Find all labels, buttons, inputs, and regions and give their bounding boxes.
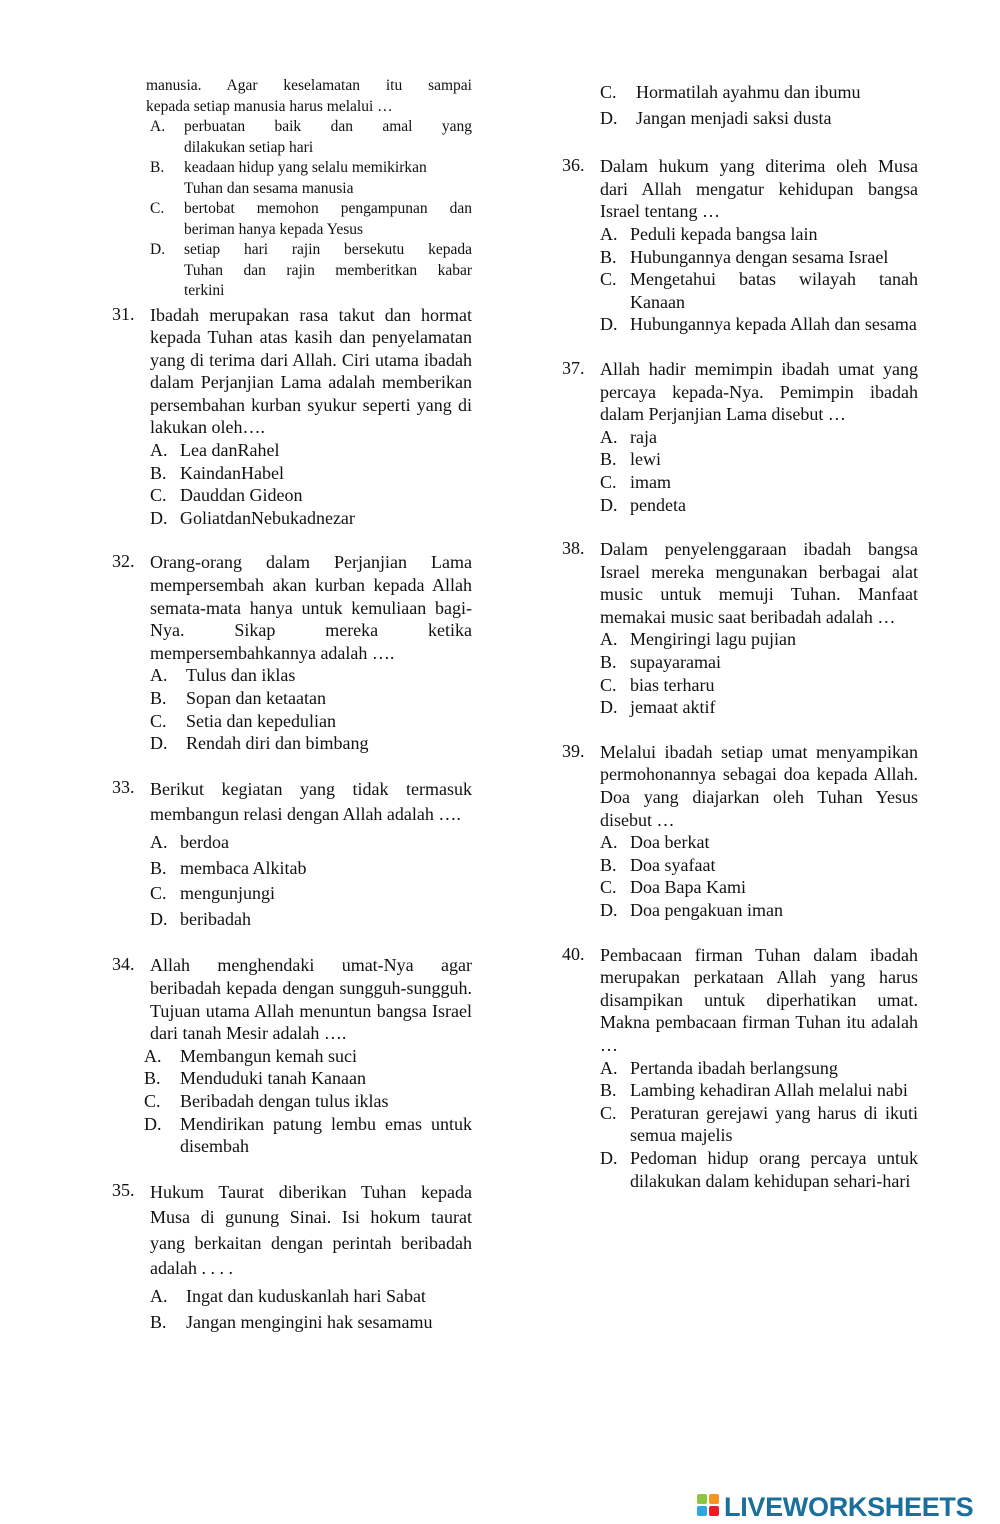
question-37-options	[600, 426, 918, 516]
question-number: 32.	[112, 551, 135, 572]
question-35-option-a[interactable]: A. Ingat dan kuduskanlah hari Sabat	[150, 1286, 426, 1307]
question-32-option-c[interactable]: C. Setia dan kepedulian	[150, 710, 336, 731]
question-37-option-c[interactable]: C. imam	[600, 471, 671, 492]
question-40-options	[600, 1057, 918, 1193]
question-34-option-d[interactable]: D. Mendirikan patung lembu emas untuk disembah	[144, 1113, 472, 1157]
question-39	[562, 741, 918, 922]
question-37-option-a[interactable]: A. raja	[600, 426, 657, 447]
question-number: 38.	[562, 538, 585, 559]
question-32	[112, 551, 472, 754]
right-column	[562, 80, 918, 1192]
question-36-option-d[interactable]: D. Hubungannya kepada Allah dan sesama	[600, 314, 917, 335]
question-30-option-b[interactable]: B. keadaan hidup yang selalu memikirkan Tuhan dan sesama manusia	[150, 159, 427, 197]
question-40-option-a[interactable]: A. Pertanda ibadah berlangsung	[600, 1057, 838, 1078]
question-33-stem: Berikut kegiatan yang tidak termasuk membangun relasi dengan Allah adalah ….	[150, 778, 472, 825]
question-40	[562, 944, 918, 1193]
question-38-option-a[interactable]: A. Mengiringi lagu pujian	[600, 629, 796, 650]
question-32-options	[150, 664, 472, 754]
question-35-stem: Hukum Taurat diberikan Tuhan kepada Musa di gunung Sinai. Isi hokum taurat yang berkaitan dengan perintah beribadah adalah . . . .	[150, 1181, 472, 1279]
question-32-option-a[interactable]: A. Tulus dan iklas	[150, 665, 296, 686]
question-37-option-d[interactable]: D. pendeta	[600, 494, 686, 515]
question-34-option-b[interactable]: B. Menduduki tanah Kanaan	[144, 1068, 366, 1089]
question-38-options	[600, 628, 918, 718]
question-38	[562, 538, 918, 719]
liveworksheets-logo-icon	[697, 1494, 721, 1518]
question-number: 40.	[562, 943, 585, 964]
question-37-option-b[interactable]: B. lewi	[600, 449, 661, 470]
question-35-option-b[interactable]: B. Jangan mengingini hak sesamamu	[150, 1311, 433, 1332]
question-35-options-continued	[600, 80, 918, 131]
question-31-stem: Ibadah merupakan rasa takut dan hormat kepada Tuhan atas kasih dan penyelamatan yang di terima dari Allah. Ciri utama ibadah dalam Perjanjian Lama adalah memberikan persembahan kurban syukur seperti yang di lakukan oleh….	[150, 304, 472, 438]
question-39-option-b[interactable]: B. Doa syafaat	[600, 854, 716, 875]
question-40-option-d[interactable]: D. Pedoman hidup orang percaya untuk dilakukan dalam kehidupan sehari-hari	[600, 1147, 918, 1191]
question-32-option-b[interactable]: B. Sopan dan ketaatan	[150, 688, 326, 708]
question-38-option-d[interactable]: D. jemaat aktif	[600, 697, 716, 718]
question-31	[112, 304, 472, 530]
question-number: 36.	[562, 155, 585, 176]
question-31-option-d[interactable]: D. GoliatdanNebukadnezar	[150, 507, 355, 528]
question-30-stem: manusia. Agar keselamatan itu sampai	[146, 77, 472, 94]
question-34	[112, 954, 472, 1157]
question-30-options	[146, 117, 472, 302]
question-30-option-a[interactable]: A. perbuatan baik dan amal yang dilakukan setiap hari	[150, 118, 472, 156]
question-37	[562, 358, 918, 516]
question-30-continuation: manusia. Agar keselamatan itu sampai kepada setiap manusia harus melalui … A. perbuatan baik dan amal yang dilakukan setiap hari B. keadaan hidup yang selalu memikirkan Tuhan dan sesama manusia C. bertobat memohon pengampunan dan beriman hanya kepada Yesus D. setiap hari rajin bersekutu kepada Tuhan dan rajin memberitkan kabar terkini	[112, 76, 472, 302]
question-35-continuation	[562, 80, 918, 131]
question-number: 39.	[562, 740, 585, 761]
question-37-stem: Allah hadir memimpin ibadah umat yang percaya kepada-Nya. Pemimpin ibadah dalam Perjanjian Lama disebut …	[600, 358, 918, 425]
question-36-stem: Dalam hukum yang diterima oleh Musa dari Allah mengatur kehidupan bangsa Israel tentang …	[600, 156, 918, 222]
question-number: 33.	[112, 776, 135, 797]
question-34-options	[144, 1045, 472, 1158]
question-40-stem: Pembacaan firman Tuhan dalam ibadah merupakan perkataan Allah yang harus disampikan untuk diperhatikan umat. Makna pembacaan firman Tuhan itu adalah …	[600, 944, 918, 1055]
question-number: 31.	[112, 303, 135, 324]
question-number: 34.	[112, 954, 135, 975]
liveworksheets-logo[interactable]	[697, 1490, 997, 1524]
question-31-option-c[interactable]: C. Dauddan Gideon	[150, 485, 303, 506]
question-30-option-d[interactable]: D. setiap hari rajin bersekutu kepada Tuhan dan rajin memberitkan kabar terkini	[150, 241, 472, 299]
question-33-option-b[interactable]: B. membaca Alkitab	[150, 857, 307, 878]
question-35-option-d[interactable]: D. Jangan menjadi saksi dusta	[600, 107, 832, 128]
question-36-options	[600, 223, 918, 336]
question-35-option-c[interactable]: C. Hormatilah ayahmu dan ibumu	[600, 82, 861, 102]
question-38-option-b[interactable]: B. supayaramai	[600, 652, 721, 673]
question-36	[562, 155, 918, 336]
question-38-stem: Dalam penyelenggaraan ibadah bangsa Israel mereka mengunakan berbagai alat music untuk memuji Tuhan. Manfaat memakai music saat beribadah adalah …	[600, 539, 918, 627]
question-36-option-b[interactable]: B. Hubungannya dengan sesama Israel	[600, 246, 889, 267]
question-40-option-c[interactable]: C. Peraturan gerejawi yang harus di ikuti semua majelis	[600, 1102, 918, 1146]
question-33-option-d[interactable]: D. beribadah	[150, 908, 251, 929]
question-number: 35.	[112, 1179, 135, 1200]
question-32-stem: Orang-orang dalam Perjanjian Lama mempersembah akan kurban kepada Allah semata-mata hanya untuk kemuliaan bagi-Nya. Sikap mereka ketika mempersembahkannya adalah ….	[150, 552, 472, 663]
question-34-option-a[interactable]: A. Membangun kemah suci	[144, 1045, 357, 1066]
question-39-option-c[interactable]: C. Doa Bapa Kami	[600, 877, 746, 898]
question-39-stem: Melalui ibadah setiap umat menyampikan permohonannya sebagai doa kepada Allah. Doa yang diajarkan oleh Tuhan Yesus disebut …	[600, 741, 918, 830]
left-column	[112, 76, 472, 1335]
question-39-options	[600, 831, 918, 921]
question-40-option-b[interactable]: B. Lambing kehadiran Allah melalui nabi	[600, 1080, 908, 1101]
question-32-option-d[interactable]: D. Rendah diri dan bimbang	[150, 733, 369, 754]
question-36-option-c[interactable]: C. Mengetahui batas wilayah tanah Kanaan	[600, 269, 918, 312]
question-35	[112, 1180, 472, 1336]
question-34-stem: Allah menghendaki umat-Nya agar beribadah kepada dengan sungguh-sungguh. Tujuan utama Allah menuntun bangsa Israel dari tanah Mesir adalah ….	[150, 955, 472, 1044]
question-38-option-c[interactable]: C. bias terharu	[600, 674, 715, 695]
question-39-option-a[interactable]: A. Doa berkat	[600, 832, 710, 853]
question-31-options	[150, 439, 472, 529]
question-31-option-b[interactable]: B. KaindanHabel	[150, 462, 284, 483]
question-34-option-c[interactable]: C. Beribadah dengan tulus iklas	[144, 1090, 389, 1111]
question-35-options	[150, 1284, 472, 1335]
question-31-option-a[interactable]: A. Lea danRahel	[150, 440, 280, 461]
question-33-option-a[interactable]: A. berdoa	[150, 831, 229, 852]
question-36-option-a[interactable]: A. Peduli kepada bangsa lain	[600, 223, 818, 244]
question-33	[112, 777, 472, 933]
question-number: 37.	[562, 357, 585, 378]
question-30-option-c[interactable]: C. bertobat memohon pengampunan dan beriman hanya kepada Yesus	[150, 200, 472, 238]
liveworksheets-logo-text: LIVEWORKSHEETS	[724, 1492, 974, 1522]
question-33-option-c[interactable]: C. mengunjungi	[150, 883, 275, 904]
question-33-options	[150, 830, 472, 932]
question-39-option-d[interactable]: D. Doa pengakuan iman	[600, 900, 783, 920]
